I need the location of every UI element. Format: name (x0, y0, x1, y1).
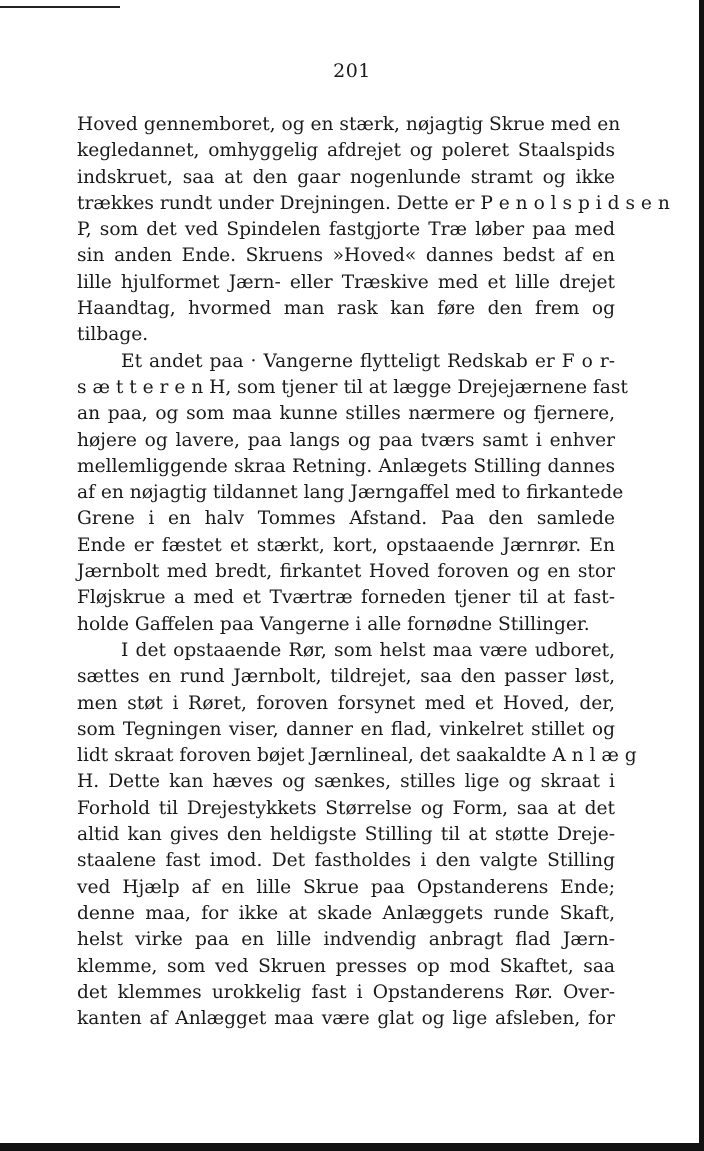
text-line: Hoved gennemboret, og en stærk, nøjagtig Skrue med en (77, 114, 621, 135)
text-line: P, som det ved Spindelen fastgjorte Træ løber paa med (77, 219, 615, 241)
text-line: kanten af Anlægget maa være glat og lige afsleben, for (77, 1008, 615, 1030)
text-line: Fløjskrue a med et Tværtræ forneden tjener til at fast- (77, 587, 615, 609)
text-line: kegledannet, omhyggelig afdrejet og poleret Staalspids (77, 140, 615, 162)
top-rule (0, 6, 120, 8)
text-line: men støt i Røret, foroven forsynet med et Hoved, der, (77, 692, 615, 714)
text-line: tilbage. (77, 324, 149, 346)
text-line: som Tegningen viser, danner en flad, vinkelret stillet og (77, 718, 615, 740)
text-line: helst virke paa en lille indvendig anbragt flad Jærn- (77, 929, 615, 951)
text-line: af en nøjagtig tildannet lang Jærngaffel med to firkantede (77, 482, 624, 504)
page-edge-bottom (0, 1143, 704, 1151)
text-line: Ende er fæstet et stærkt, kort, opstaaende Jærnrør. En (77, 534, 615, 556)
text-line: Jærnbolt med bredt, firkantet Hoved foroven og en stor (77, 561, 615, 583)
text-line: staalene fast imod. Det fastholdes i den valgte Stilling (77, 850, 615, 872)
text-line: klemme, som ved Skruen presses op mod Skaftet, saa (77, 955, 615, 977)
text-line: sættes en rund Jærnbolt, tildrejet, saa den passer løst, (77, 666, 615, 688)
text-line: an paa, og som maa kunne stilles nærmere og fjernere, (77, 403, 615, 425)
text-line: holde Gaffelen paa Vangerne i alle fornødne Stillinger. (77, 613, 590, 635)
text-line: Forhold til Drejestykkets Størrelse og Form, saa at det (77, 797, 615, 819)
text-line: s æ t t e r e n H, som tjener til at lægge Drejejærnene fast (77, 376, 628, 398)
page-number: 201 (333, 60, 371, 82)
text-line: Grene i en halv Tommes Afstand. Paa den samlede (77, 508, 615, 530)
text-line: Et andet paa · Vangerne flytteligt Redskab er F o r- (121, 350, 615, 372)
text-line: I det opstaaende Rør, som helst maa være udboret, (121, 639, 615, 661)
text-line: Haandtag, hvormed man rask kan føre den frem og (77, 298, 615, 320)
text-line: sin anden Ende. Skruens »Hoved« dannes bedst af en (77, 245, 615, 267)
text-line: lille hjulformet Jærn- eller Træskive med et lille drejet (77, 271, 615, 293)
page-edge-right (699, 0, 704, 1151)
text-line: mellemliggende skraa Retning. Anlægets Stilling dannes (77, 455, 615, 477)
text-line: lidt skraat foroven bøjet Jærnlineal, det saakaldte A n l æ g (77, 745, 637, 767)
text-line: indskruet, saa at den gaar nogenlunde stramt og ikke (77, 166, 615, 188)
text-line: ved Hjælp af en lille Skrue paa Opstanderens Ende; (77, 876, 615, 898)
text-line: trækkes rundt under Drejningen. Dette er P e n o l s p i d s e n (77, 192, 670, 214)
text-line: højere og lavere, paa langs og paa tværs samt i enhver (77, 429, 615, 451)
text-line: denne maa, for ikke at skade Anlæggets runde Skaft, (77, 902, 615, 924)
text-line: H. Dette kan hæves og sænkes, stilles lige og skraat i (77, 771, 615, 793)
body-text (77, 112, 670, 1032)
text-line: altid kan gives den heldigste Stilling til at støtte Dreje- (77, 824, 615, 846)
text-line: det klemmes urokkelig fast i Opstanderens Rør. Over- (77, 981, 615, 1003)
